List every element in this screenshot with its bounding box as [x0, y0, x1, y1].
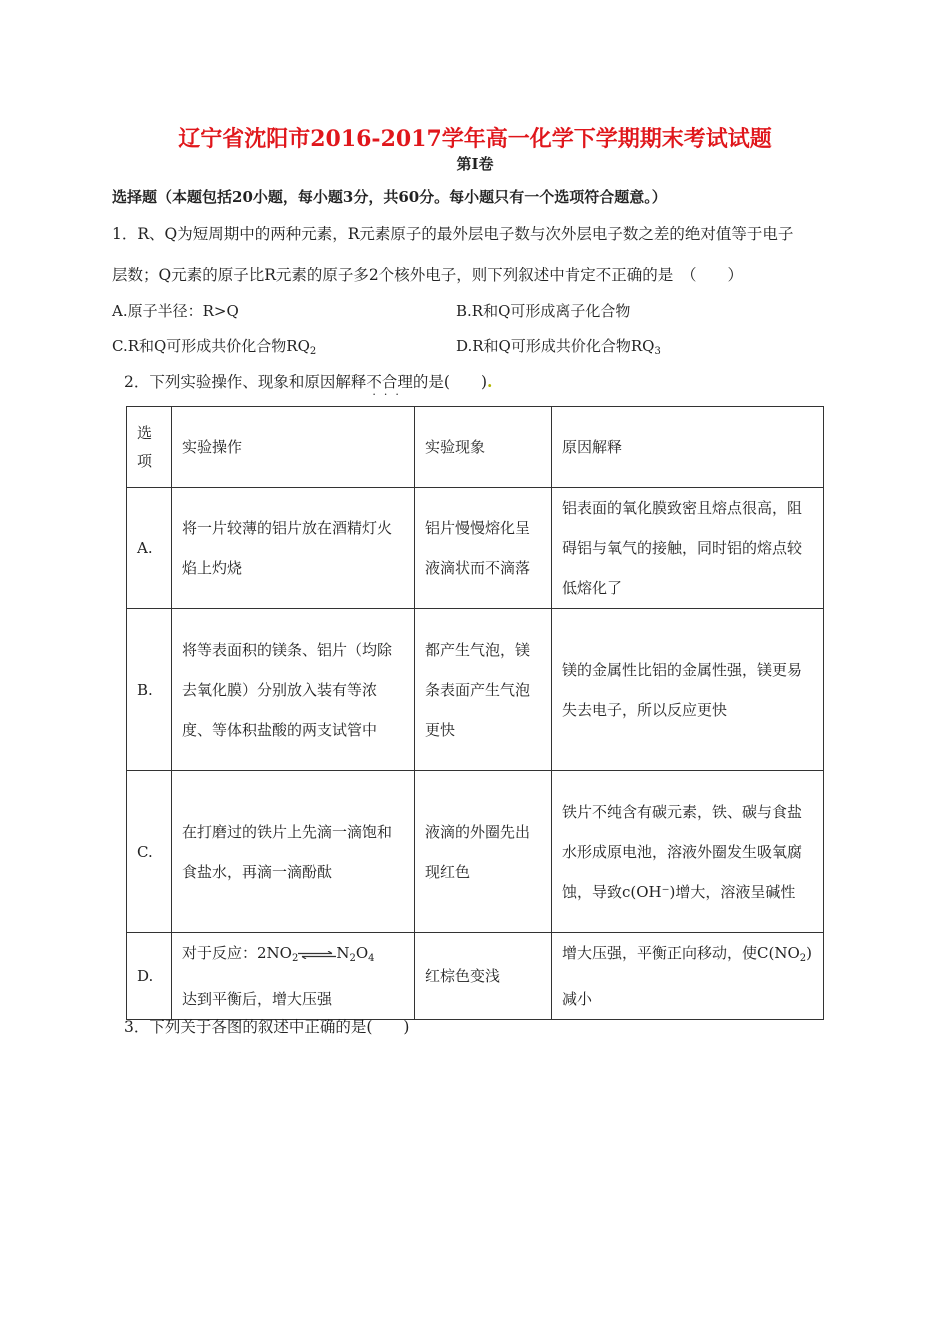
question-1-line-2: 层数；Q元素的原子比R元素的原子多2个核外电子，则下列叙述中肯定不正确的是 （ ）: [112, 266, 743, 284]
table-row: B. 将等表面积的镁条、铝片（均除去氧化膜）分别放入装有等浓度、等体积盐酸的两支试管中 都产生气泡，镁条表面产生气泡更快 镁的金属性比铝的金属性强，镁更易失去电子，所以反应更快: [127, 609, 824, 771]
question-1-line-1: 1．R、Q为短周期中的两种元素，R元素原子的最外层电子数与次外层电子数之差的绝对值等于电子: [112, 225, 794, 243]
table-row: A. 将一片较薄的铝片放在酒精灯火焰上灼烧 铝片慢慢熔化呈液滴状而不滴落 铝表面的氧化膜致密且熔点很高，阻碍铝与氧气的接触，同时铝的熔点较低熔化了: [127, 488, 824, 609]
question-2: 2．下列实验操作、现象和原因解释不合理 ··· 的是( ).: [124, 372, 493, 401]
header-phenomenon: 实验现象: [415, 407, 552, 488]
table-row: D. 对于反应：$2NO_2$ $N_2O_4$ 达到平衡后，增大压强 红棕色变浅 增大压强，平衡正向移动，使$C(NO_2)$减小: [127, 933, 824, 1020]
table-row: C. 在打磨过的铁片上先滴一滴饱和食盐水，再滴一滴酚酞 液滴的外圈先出现红色 铁片不纯含有碳元素，铁、碳与食盐水形成原电池，溶液外圈发生吸氧腐蚀，导致c(OH⁻)增大，溶液呈碱性: [127, 771, 824, 933]
question-1-option-c: C.R和Q可形成共价化合物$RQ_2$: [112, 337, 317, 357]
question-1-option-d: D.R和Q可形成共价化合物$RQ_3$: [456, 337, 661, 357]
question-3: 3．下列关于各图的叙述中正确的是( ): [124, 1018, 410, 1036]
reaction-cell: 对于反应：$2NO_2$ $N_2O_4$ 达到平衡后，增大压强: [172, 933, 415, 1020]
header-explanation: 原因解释: [552, 407, 824, 488]
volume-label: 第Ⅰ卷: [456, 155, 494, 173]
experiment-table: [126, 406, 824, 1020]
emphasized-text: 不合理 ···: [366, 373, 413, 401]
question-1-option-b: B.R和Q可形成离子化合物: [456, 302, 631, 320]
question-1-option-a: A.原子半径：R>Q: [112, 302, 239, 320]
header-operation: 实验操作: [172, 407, 415, 488]
page-title: 辽宁省沈阳市2016-2017学年高一化学下学期期末考试试题: [178, 126, 772, 152]
section-instructions: 选择题（本题包括20小题，每小题3分，共60分。每小题只有一个选项符合题意。）: [112, 188, 667, 206]
header-option: 选项: [127, 407, 172, 488]
equilibrium-arrow-icon: [298, 934, 336, 974]
